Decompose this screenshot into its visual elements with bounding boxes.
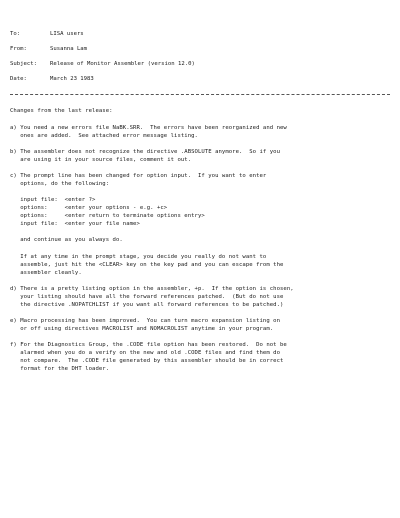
item-e-line-2: or off using directives MACROLIST and NOMACROLIST anytime in your program. [10,326,274,332]
from-label: From: [10,46,27,52]
header-divider [10,94,390,95]
to-label: To: [10,31,21,37]
item-c-line-11: assemble, just hit the <CLEAR> key on the key pad and you can escape from the [10,262,284,268]
item-c-continue-line: and continue as you always do. [10,237,123,243]
item-d-line-1: d) There is a pretty listing option in the assembler, +p. If the option is chosen, [10,286,294,292]
subject-label: Subject: [10,61,37,67]
to-value: LISA users [50,31,84,37]
item-a-line-2: ones are added. See attached error message listing. [10,133,198,139]
item-b-line-2: are using it in your source files, comment it out. [10,157,192,163]
item-f-line-3: not compare. The .CODE file generated by this assembler should be in correct [10,358,284,364]
item-e-line-1: e) Macro processing has been improved. You can turn macro expansion listing on [10,318,280,324]
from-value: Susanna Lam [50,46,88,52]
item-d-line-2: your listing should have all the forward references patched. (But do not use [10,294,284,300]
item-c-input-line-1: input file: <enter ?> [10,197,96,203]
item-c-line-12: assembler cleanly. [10,270,82,276]
item-f-line-2: alarmed when you do a verify on the new and old .CODE files and find them do [10,350,280,356]
item-c-line-1: c) The prompt line has been changed for option input. If you want to enter [10,173,267,179]
item-d-line-3: the directive .NOPATCHLIST if you want all forward references to be patched.) [10,302,284,308]
item-c-input-line-3: options: <enter return to terminate options entry> [10,213,205,219]
item-c-input-line-2: options: <enter your options - e.g. +c> [10,205,168,211]
item-f-line-1: f) For the Diagnostics Group, the .CODE file option has been restored. Do not be [10,342,287,348]
item-b-line-1: b) The assembler does not recognize the directive .ABSOLUTE anymore. So if you [10,149,280,155]
date-label: Date: [10,76,27,82]
intro-line: Changes from the last release: [10,108,113,114]
item-f-line-4: format for the DHT loader. [10,366,110,372]
item-c-input-line-4: input file: <enter your file name> [10,221,140,227]
item-a-line-1: a) You need a new errors file NaBK.SRR. The errors have been reorganized and new [10,125,287,131]
subject-value: Release of Monitor Assembler (version 12.0) [50,61,195,67]
item-c-line-10: If at any time in the prompt stage, you decide you really do not want to [10,254,267,260]
date-value: March 23 1983 [50,76,94,82]
item-c-line-2: options, do the following: [10,181,110,187]
